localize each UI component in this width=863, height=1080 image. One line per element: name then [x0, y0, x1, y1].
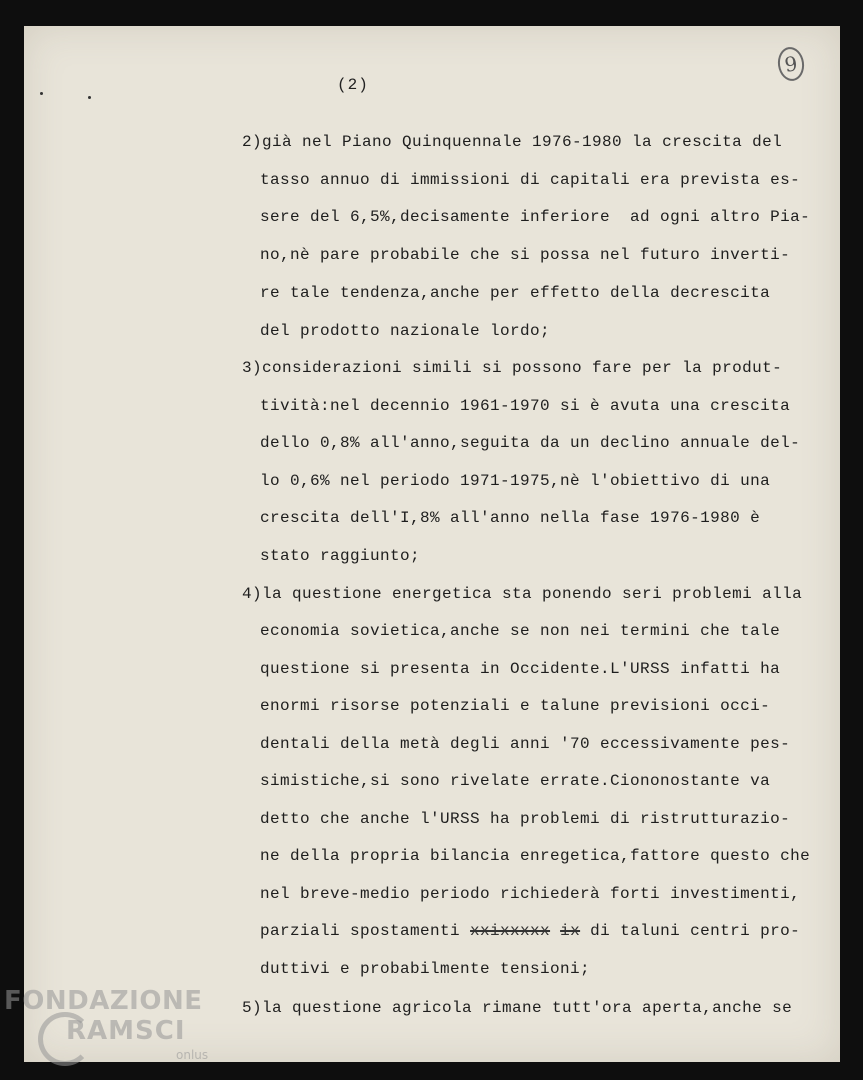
text-line: economia sovietica,anche se non nei termini che tale: [260, 622, 781, 640]
text-line: no,nè pare probabile che si possa nel futuro inverti-: [260, 246, 791, 264]
text-line: 5)la questione agricola rimane tutt'ora aperta,anche se: [242, 999, 793, 1017]
text-line: 4)la questione energetica sta ponendo seri problemi alla: [242, 585, 803, 603]
text-line: tasso annuo di immissioni di capitali era prevista es-: [260, 171, 801, 189]
watermark-line1: FONDAZIONE: [4, 986, 203, 1016]
text-line: enormi risorse potenziali e talune previsioni occi-: [260, 697, 771, 715]
watermark-line2: RAMSCI: [66, 1016, 186, 1046]
text-line: 3)considerazioni simili si possono fare per la produt-: [242, 359, 783, 377]
text-line: 2)già nel Piano Quinquennale 1976-1980 la crescita del: [242, 133, 783, 151]
text-line: sere del 6,5%,decisamente inferiore ad ogni altro Pia-: [260, 208, 811, 226]
stray-mark: [88, 96, 91, 99]
handwritten-page-annotation: 9: [776, 45, 806, 82]
watermark-line3: onlus: [176, 1048, 209, 1062]
text-line: [260, 922, 800, 940]
text-line: ne della propria bilancia enregetica,fattore questo che: [260, 847, 811, 865]
text-line: del prodotto nazionale lordo;: [260, 322, 551, 340]
struck-out-text: xxixxxxx: [470, 922, 551, 940]
struck-out-text: ix: [560, 922, 581, 940]
text-line: dentali della metà degli anni '70 eccessivamente pes-: [260, 735, 791, 753]
text-line: detto che anche l'URSS ha problemi di ristrutturazio-: [260, 810, 791, 828]
page-number: (2): [337, 76, 369, 94]
text-line: simistiche,si sono rivelate errate.Ciononostante va: [260, 772, 771, 790]
text-line: dello 0,8% all'anno,seguita da un declino annuale del-: [260, 434, 801, 452]
text-line: crescita dell'I,8% all'anno nella fase 1976-1980 è: [260, 509, 761, 527]
text-fragment: di taluni centri pro-: [590, 922, 801, 940]
text-line: duttivi e probabilmente tensioni;: [260, 960, 591, 978]
text-line: stato raggiunto;: [260, 547, 421, 565]
text-line: lo 0,6% nel periodo 1971-1975,nè l'obiettivo di una: [260, 472, 771, 490]
text-fragment: parziali spostamenti: [260, 922, 461, 940]
text-line: re tale tendenza,anche per effetto della decrescita: [260, 284, 771, 302]
text-line: nel breve-medio periodo richiederà forti investimenti,: [260, 885, 801, 903]
text-line: questione si presenta in Occidente.L'URSS infatti ha: [260, 660, 781, 678]
stray-mark: [40, 92, 43, 95]
watermark-logo: [4, 986, 216, 1076]
text-line: tività:nel decennio 1961-1970 si è avuta una crescita: [260, 397, 791, 415]
